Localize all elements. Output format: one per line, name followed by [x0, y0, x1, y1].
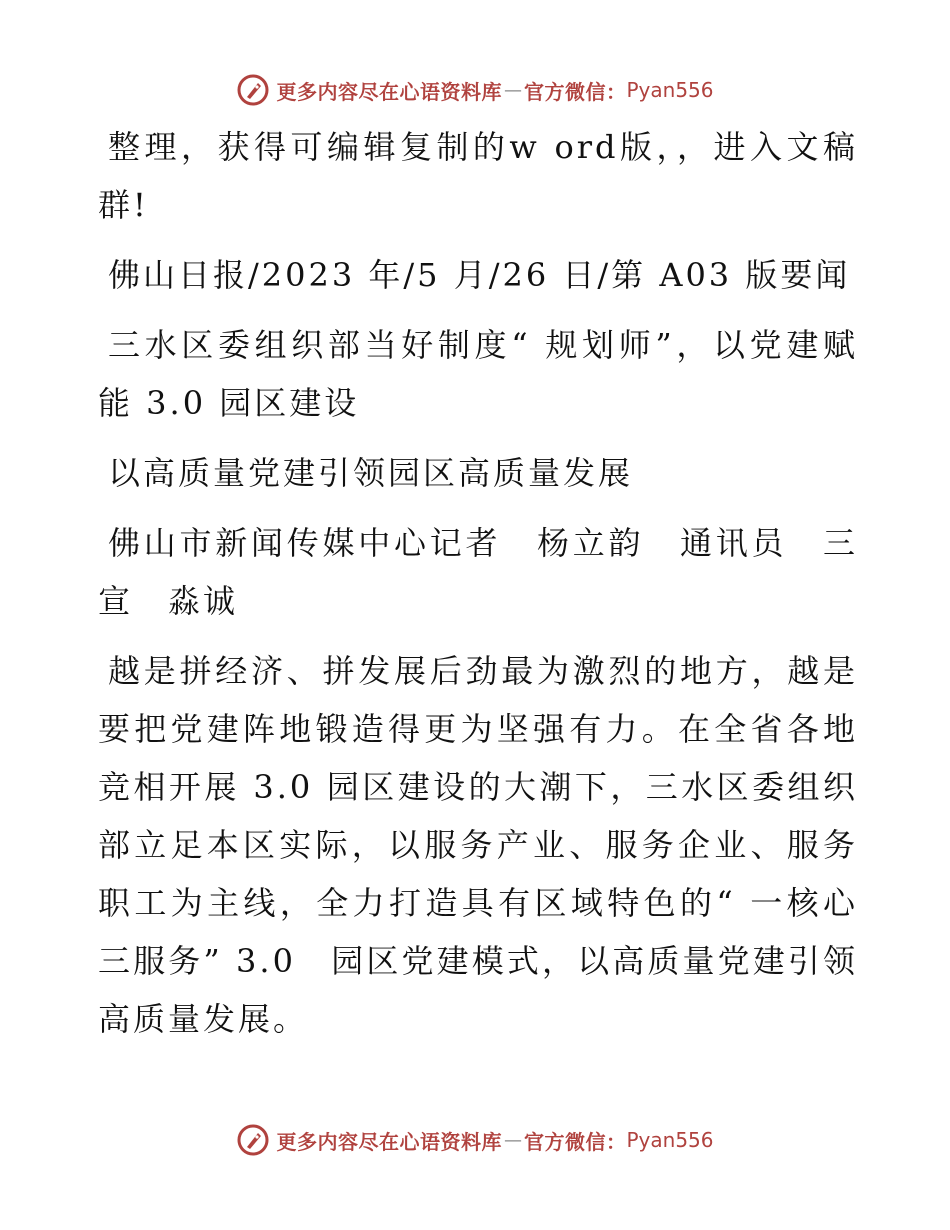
article-kicker: 三水区委组织部当好制度“ 规划师”，以党建赋能 3.0 园区建设 [98, 326, 858, 422]
header-watermark-banner [0, 70, 950, 110]
article-title: 以高质量党建引领园区高质量发展 [108, 454, 634, 492]
source-line: 佛山日报/2023 年/5 月/26 日/第 A03 版要闻 [108, 256, 851, 294]
byline: 佛山市新闻传媒中心记者 杨立韵 通讯员 三宣 淼诚 [98, 524, 858, 620]
watermark-separator: — [503, 1129, 522, 1151]
body-paragraph: 越是拼经济、拼发展后劲最为激烈的地方，越是要把党建阵地锻造得更为坚强有力。在全省各地竞相开展 3.0 园区建设的大潮下，三水区委组织部立足本区实际，以服务产业、服务企业、服务职工为主线，全力打造具有区域特色的“ 一核心三服务” 3.0 园区党建模式，以高质量党建引领高质量发展。 [98, 652, 858, 1038]
footer-watermark-banner [0, 1120, 950, 1160]
pen-nib-logo-icon [236, 73, 270, 107]
watermark-slogan: 更多内容尽在心语资料库 [276, 79, 502, 104]
watermark-account-id: Pyan556 [626, 1128, 714, 1152]
watermark-account-label: 官方微信： [523, 79, 627, 104]
pen-nib-logo-icon [236, 1123, 270, 1157]
watermark-separator: — [503, 79, 522, 101]
document-body [98, 118, 858, 1048]
intro-note: 整理，获得可编辑复制的w ord版，，进入文稿群! [98, 128, 858, 224]
watermark-account-id: Pyan556 [626, 78, 714, 102]
watermark-slogan: 更多内容尽在心语资料库 [276, 1129, 502, 1154]
watermark-account-label: 官方微信： [523, 1129, 627, 1154]
